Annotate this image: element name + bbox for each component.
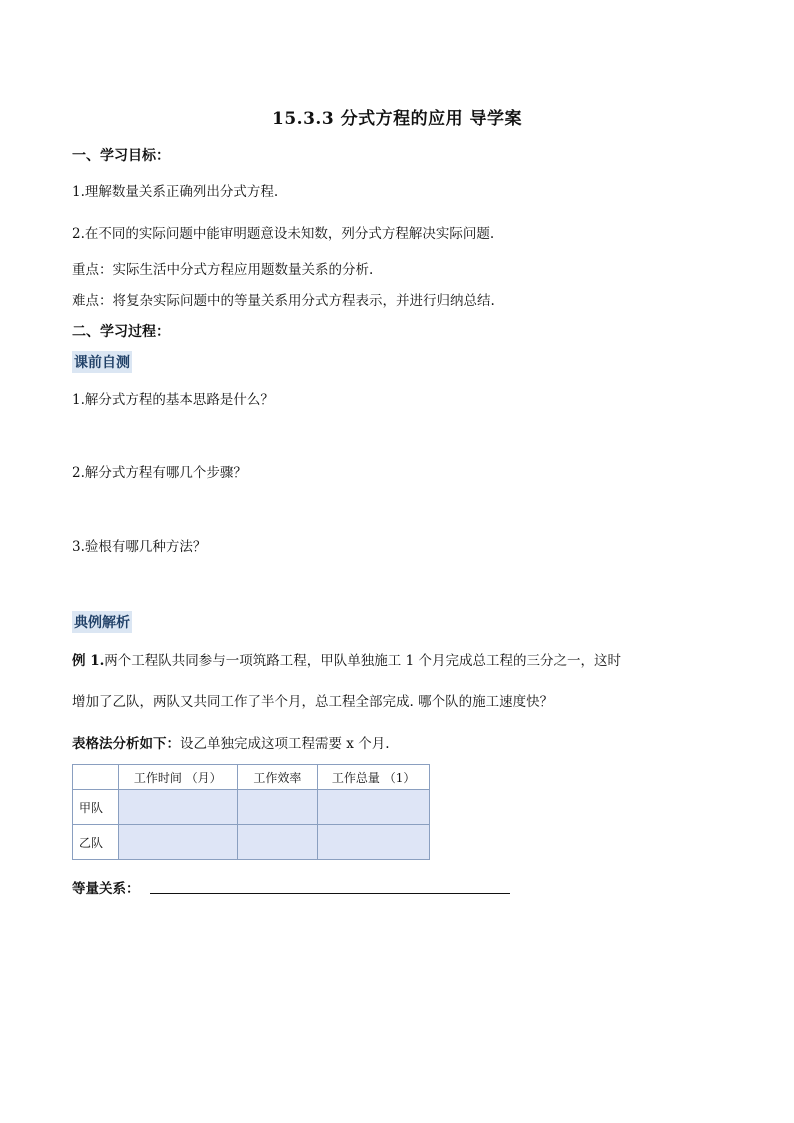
cell-input[interactable] [318, 825, 430, 860]
table-row [73, 790, 430, 825]
relation-answer-line[interactable] [150, 893, 510, 894]
cell-input[interactable] [118, 790, 237, 825]
cell-input[interactable] [237, 825, 318, 860]
cell-input[interactable] [118, 825, 237, 860]
example-line-2: 增加了乙队，两队又共同工作了半个月，总工程全部完成. 哪个队的施工速度快？ [72, 694, 554, 710]
question-2: 2.解分式方程有哪几个步骤？ [72, 465, 247, 481]
difficulty: 难点：将复杂实际问题中的等量关系用分式方程表示，并进行归纳总结. [72, 293, 495, 309]
analysis-table [72, 764, 430, 860]
example-line-1 [72, 649, 621, 669]
section-heading-goals: 一、学习目标： [72, 148, 170, 164]
table-intro-label: 表格法分析如下： [72, 736, 180, 752]
row-label-team-b: 乙队 [73, 825, 119, 860]
table-intro-text: 设乙单独完成这项工程需要 x 个月. [180, 736, 390, 752]
goal-1: 1.理解数量关系正确列出分式方程. [72, 184, 279, 200]
header-total-work: 工作总量 （1） [318, 765, 430, 790]
row-label-team-a: 甲队 [73, 790, 119, 825]
key-point: 重点：实际生活中分式方程应用题数量关系的分析. [72, 262, 374, 278]
section-heading-process: 二、学习过程： [72, 324, 170, 340]
cell-input[interactable] [318, 790, 430, 825]
cell-input[interactable] [237, 790, 318, 825]
question-3: 3.验根有哪几种方法？ [72, 539, 207, 555]
preview-tag: 课前自测 [72, 351, 132, 373]
table-intro [72, 732, 390, 752]
header-cell-empty [73, 765, 119, 790]
table-row [73, 825, 430, 860]
page-title: 15.3.3 分式方程的应用 导学案 [272, 109, 522, 129]
example-text-1: 两个工程队共同参与一项筑路工程，甲队单独施工 1 个月完成总工程的三分之一，这时 [104, 653, 621, 669]
header-efficiency: 工作效率 [237, 765, 318, 790]
example-label: 例 1. [72, 653, 105, 669]
relation-label: 等量关系： [72, 881, 140, 897]
example-tag: 典例解析 [72, 611, 132, 633]
question-1: 1.解分式方程的基本思路是什么？ [72, 392, 274, 408]
table-header-row [73, 765, 430, 790]
header-work-time: 工作时间 （月） [118, 765, 237, 790]
goal-2: 2.在不同的实际问题中能审明题意设未知数，列分式方程解决实际问题. [72, 226, 495, 242]
